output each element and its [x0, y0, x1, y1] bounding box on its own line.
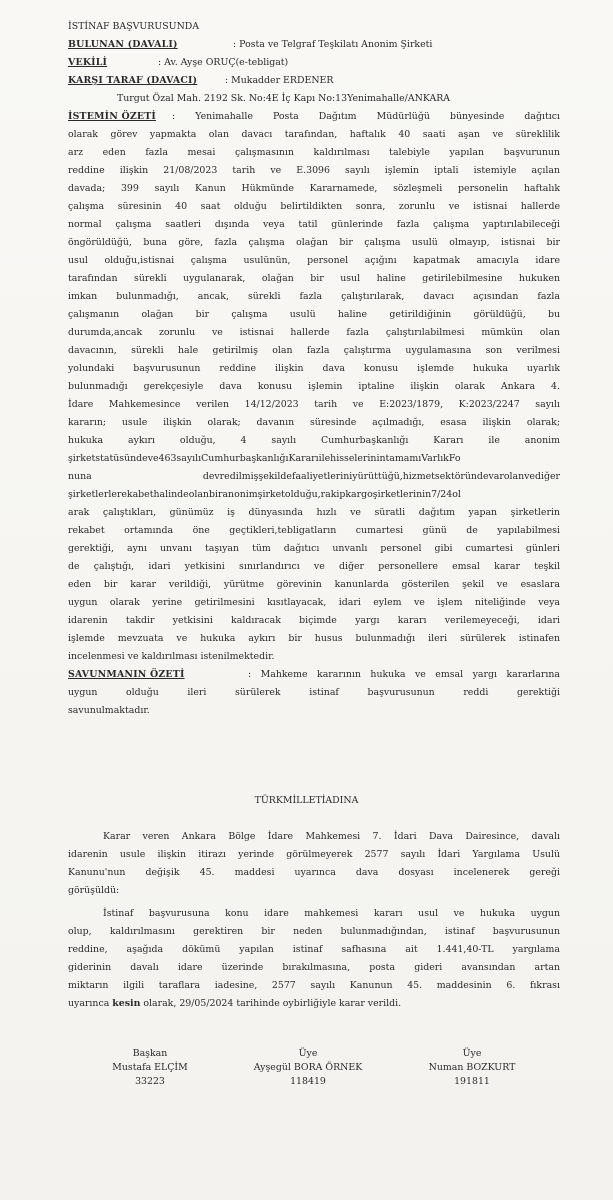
istem-line: yolundaki başvurusunun reddine ilişkin dava konusu işlemde hukuka uyarlık	[68, 363, 560, 374]
heading-turk-milleti-adina: TÜRKMİLLETİADINA	[254, 795, 359, 806]
istem-line: hukuka aykırı olduğu, 4 sayılı Cumhurbaşkanlığı Kararı ile anonim	[68, 435, 560, 446]
istem-line: çalışmanın olağan bir çalışma usulü haline getirildiğinin görüldüğü, bu	[68, 309, 560, 320]
istem-line: arz eden fazla mesai çalışmasının kaldırılması talebiyle yapılan başvurunun	[68, 147, 560, 158]
karsi-taraf-label: KARŞI TARAF (DAVACI)	[68, 75, 198, 86]
istem-line: olarak görev yapmakta olan davacı tarafından, haftalık 40 saati aşan ve süreklilik	[68, 129, 560, 140]
savunma-first-line: : Mahkeme kararının hukuka ve emsal yargı kararlarına	[248, 669, 560, 680]
istem-line: kararın; usule ilişkin olarak; davanın süresinde açılmadığı, esasa ilişkin olarak;	[68, 417, 560, 428]
vekili-label: VEKİLİ	[68, 57, 108, 68]
bulunan-value: : Posta ve Telgraf Teşkilatı Anonim Şirketi	[233, 39, 433, 50]
istem-line: arak çalıştıkları, günümüz iş dünyasında hızlı ve süratli dağıtım yapan şirketlerin	[68, 507, 560, 518]
karar-p2-line: giderinin davalı idare üzerinde bırakılmasına, posta gideri avansından artan	[68, 962, 560, 973]
savunma-line: uygun olduğu ileri sürülerek istinaf başvurusunun reddi gerektiği	[68, 687, 560, 698]
karar-final-line	[68, 995, 401, 1013]
istem-line: usul olduğu,istisnai çalışma usulünün, personel açığını kapatmak amacıyla idare	[68, 255, 560, 266]
istem-line: eden bir karar verildiği, yürütme görevinin kanunlarda gösterilen şekil ve esaslara	[68, 579, 560, 590]
signature-number: 33223	[135, 1076, 165, 1087]
kesin-word: kesin	[112, 998, 141, 1009]
savunma-line: savunulmaktadır.	[68, 705, 150, 716]
karar-p1-line: görüşüldü:	[68, 885, 120, 896]
vekili-value: : Av. Ayşe ORUÇ(e-tebligat)	[158, 57, 289, 68]
karsi-taraf-value: : Mukadder ERDENER	[225, 75, 334, 86]
istem-line: davada; 399 sayılı Kanun Hükmünde Kararnamede, sözleşmeli personelin haftalık	[68, 183, 560, 194]
karar-p1-line: Kanunu'nun değişik 45. maddesi uyarınca dava dosyası incelenerek gereği	[68, 867, 560, 878]
karar-p2-line: miktarın ilgili taraflara iadesine, 2577 sayılı Kanunun 45. maddesinin 6. fıkrası	[68, 980, 560, 991]
istem-line: nuna devredilmişşekildefaaliyetleriniyürüttüğü,hizmetsektöründevarolanvediğer	[68, 471, 560, 482]
istem-line: şirketstatüsündeve463sayılıCumhurbaşkanlığıKararıilehisselerinintamamıVarlıkFo	[68, 453, 461, 464]
signature-role: Üye	[462, 1048, 482, 1059]
karar-p1-line: idarenin usule ilişkin itirazı yerinde görülmeyerek 2577 sayılı İdari Yargılama Usulü	[68, 849, 560, 860]
istem-line: bulunmadığı gerekçesiyle dava konusu işlemin iptaline ilişkin olarak Ankara 4.	[68, 381, 560, 392]
istem-line: durumda,ancak zorunlu ve istisnai hallerde fazla çalıştırılabilmesi mümkün olan	[68, 327, 560, 338]
doc-title: İSTİNAF BAŞVURUSUNDA	[68, 21, 200, 32]
istem-line: de çalıştığı, idari yetkisini sınırlandırıcı ve diğer personellere emsal karar teşkil	[68, 561, 560, 572]
signature-name: Ayşegül BORA ÖRNEK	[253, 1062, 363, 1073]
bulunan-label: BULUNAN (DAVALI)	[68, 39, 178, 50]
istem-line: öngörüldüğü, buna göre, fazla çalışma olağan bir çalışma usulü olmayıp, istisnai bir	[68, 237, 560, 248]
istem-line: rekabet ortamında öne geçtikleri,tebligatların cumartesi günü de yapılabilmesi	[68, 525, 560, 536]
istem-line: uygun olarak yerine getirilmesini kısıtlayacak, idari eylem ve işlem niteliğinde veya	[68, 597, 560, 608]
istem-line: idarenin takdir yetkisini kaldıracak biçimde yargı kararı verilemeyeceği, idari	[68, 615, 560, 626]
signature-number: 118419	[290, 1076, 326, 1087]
istem-label: İSTEMİN ÖZETİ	[68, 111, 156, 122]
istem-line: davacının, sürekli hale getirilmiş olan fazla çalıştırma uygulamasına son verilmesi	[68, 345, 560, 356]
karar-final-before: uyarınca	[68, 998, 113, 1009]
signature-role: Başkan	[132, 1048, 168, 1059]
istem-line: işlemde mevzuata ve hukuka aykırı bir husus bulunmadığı ileri sürülerek istinafen	[68, 633, 560, 644]
istem-first-line: : Yenimahalle Posta Dağıtım Müdürlüğü bünyesinde dağıtıcı	[172, 111, 560, 122]
istem-line: tarafından sürekli uygulanarak, olağan bir usul haline getirilebilmesine hukuken	[68, 273, 560, 284]
istem-line: İdare Mahkemesince verilen 14/12/2023 tarih ve E:2023/1879, K:2023/2247 sayılı	[68, 399, 560, 410]
signature-role: Üye	[298, 1048, 318, 1059]
istem-line: imkan bulunmadığı, ancak, sürekli fazla çalıştırılarak, davacı açısından fazla	[68, 291, 560, 302]
istem-line: şirketlerlerekabethalindeolanbiranonimşirketolduğu,rakipkargoşirketlerinin7/24ol	[68, 489, 461, 500]
signature-baskan	[75, 1047, 225, 1089]
address: Turgut Özal Mah. 2192 Sk. No:4E İç Kapı No:13Yenimahalle/ANKARA	[117, 93, 451, 104]
istem-line: normal çalışma saatleri dışında veya tatil günlerinde fazla çalışma yaptırılabileceği	[68, 219, 560, 230]
istem-line: gerektiği, aynı unvanı taşıyan tüm dağıtıcı unvanlı personel gibi cumartesi günleri	[68, 543, 560, 554]
istem-line: çalışma süresinin 40 saat olduğu belirtildikten sonra, zorunlu ve istisnai hallerde	[68, 201, 560, 212]
istem-line: incelenmesi ve kaldırılması istenilmektedir.	[68, 651, 275, 662]
signature-name: Mustafa ELÇİM	[112, 1062, 188, 1073]
karar-final-after: olarak, 29/05/2024 tarihinde oybirliğiyle karar verildi.	[140, 998, 402, 1009]
karar-p2-line: İstinaf başvurusuna konu idare mahkemesi kararı usul ve hukuka uygun	[103, 908, 560, 919]
signature-number: 191811	[454, 1076, 490, 1087]
istem-line: reddine ilişkin 21/08/2023 tarih ve E.3096 sayılı işlemin iptali istemiyle açılan	[68, 165, 560, 176]
signature-name: Numan BOZKURT	[428, 1062, 516, 1073]
karar-p2-line: olup, kaldırılmasını gerektiren bir neden bulunmadığından, istinaf başvurusunun	[68, 926, 560, 937]
karar-p1-line: Karar veren Ankara Bölge İdare Mahkemesi 7. İdari Dava Dairesince, davalı	[103, 831, 560, 842]
signature-uye-2	[397, 1047, 547, 1089]
karar-p2-line: reddine, aşağıda dökümü yapılan istinaf safhasına ait 1.441,40-TL yargılama	[68, 944, 560, 955]
signature-uye-1	[233, 1047, 383, 1089]
savunma-label: SAVUNMANIN ÖZETİ	[68, 669, 185, 680]
